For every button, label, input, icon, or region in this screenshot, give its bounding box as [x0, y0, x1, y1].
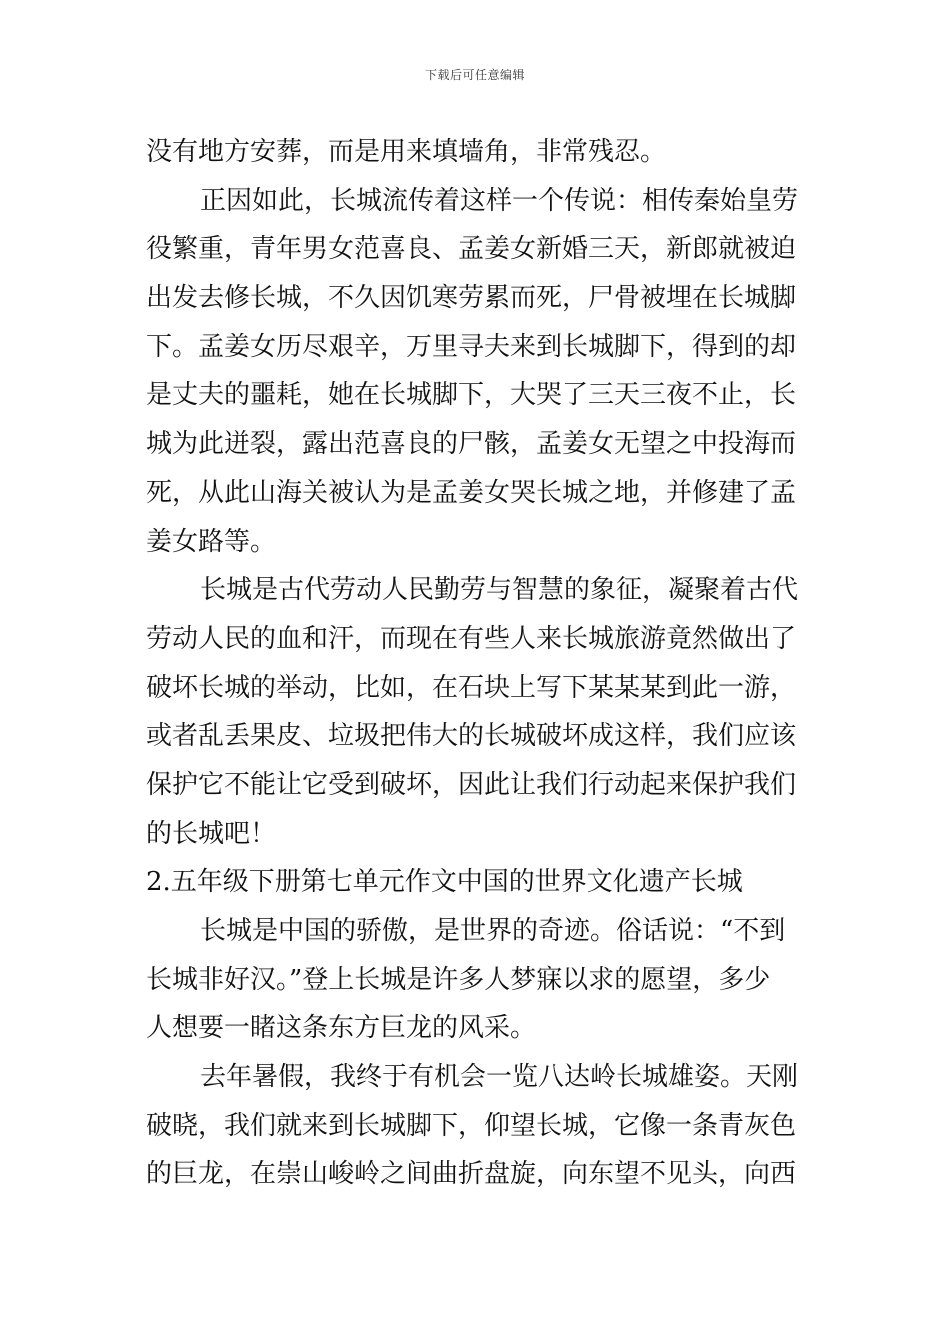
text-line: 的长城吧！: [146, 818, 277, 849]
text-line: 的巨龙，在崇山峻岭之间曲折盘旋，向东望不见头，向西: [146, 1159, 797, 1190]
text-line: 或者乱丢果皮、垃圾把伟大的长城破坏成这样，我们应该: [146, 721, 797, 752]
text-line: 死，从此山海关被认为是孟姜女哭长城之地，并修建了孟: [146, 477, 797, 508]
text-line: 长城是古代劳动人民勤劳与智慧的象征，凝聚着古代: [200, 575, 799, 606]
text-line: 人想要一睹这条东方巨龙的风采。: [146, 1013, 537, 1044]
text-line: 保护它不能让它受到破坏，因此让我们行动起来保护我们: [146, 769, 797, 800]
text-line: 没有地方安葬，而是用来填墙角，非常残忍。: [146, 137, 667, 167]
text-line: 城为此迸裂，露出范喜良的尸骸，孟姜女无望之中投海而: [146, 429, 797, 460]
text-line: 破坏长城的举动，比如，在石块上写下某某某到此一游，: [146, 672, 797, 703]
essay-body: [146, 128, 810, 1199]
text-line: 长城是中国的骄傲，是世界的奇迹。俗话说：“不到: [200, 916, 786, 946]
text-line: 破晓，我们就来到长城脚下，仰望长城，它像一条青灰色: [146, 1110, 797, 1141]
section-heading: 2.五年级下册第七单元作文中国的世界文化遗产长城: [146, 867, 743, 898]
text-line: 出发去修长城，不久因饥寒劳累而死，尸骨被埋在长城脚: [146, 283, 797, 314]
text-line: 下。孟姜女历尽艰辛，万里寻夫来到长城脚下，得到的却: [146, 331, 797, 362]
text-line: 役繁重，青年男女范喜良、孟姜女新婚三天，新郎就被迫: [146, 234, 797, 265]
text-line: 去年暑假，我终于有机会一览八达岭长城雄姿。天刚: [200, 1062, 799, 1093]
text-line: 正因如此，长城流传着这样一个传说：相传秦始皇劳: [200, 185, 799, 216]
text-line: 长城非好汉。”登上长城是许多人梦寐以求的愿望，多少: [146, 964, 771, 995]
text-line: 劳动人民的血和汗，而现在有些人来长城旅游竟然做出了: [146, 623, 797, 654]
text-line: 是丈夫的噩耗，她在长城脚下，大哭了三天三夜不止，长: [146, 380, 797, 411]
text-line: 姜女路等。: [146, 526, 277, 557]
page-header: 下载后可任意编辑: [424, 68, 525, 82]
